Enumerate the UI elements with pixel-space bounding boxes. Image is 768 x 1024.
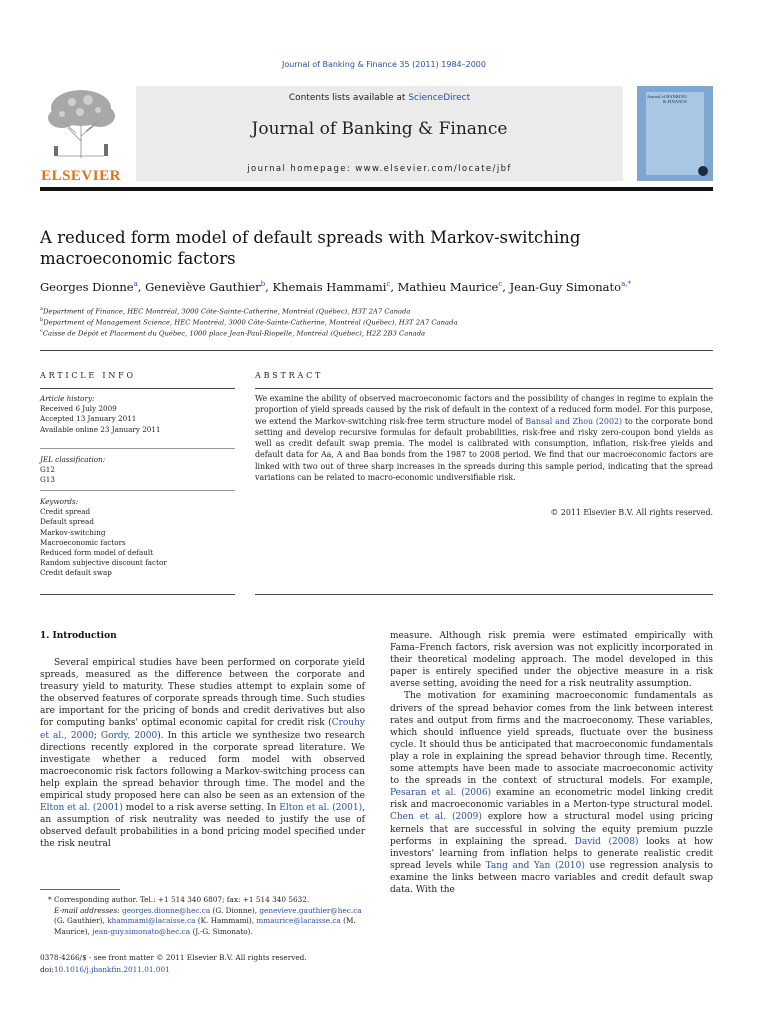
journal-citation[interactable]: Journal of Banking & Finance 35 (2011) 1984–2000 [282, 60, 486, 69]
paragraph-text: examine an econometric model linking credit risk and macroeconomic variables in a Merton-type structural model. [390, 788, 714, 811]
email-link[interactable]: jean-guy.simonato@hec.ca [92, 926, 191, 936]
history-label: Article history: [40, 394, 95, 403]
author-affil-mark[interactable]: c [386, 280, 391, 289]
paragraph [40, 657, 365, 851]
keywords-label: Keywords: [40, 497, 79, 506]
journal-homepage[interactable]: journal homepage: www.elsevier.com/locate/jbf [247, 164, 512, 174]
email-link[interactable]: genevieve.gauthier@hec.ca [259, 905, 362, 915]
info-divider [40, 490, 235, 491]
citation-link[interactable]: Gordy, 2000 [100, 730, 158, 741]
paragraph-text: looks at how investors' learning from inflation helps to generate realistic credit spread levels while [390, 836, 714, 871]
author-affil-mark[interactable]: c [498, 280, 503, 289]
jel-classification [40, 455, 235, 486]
journal-title: Journal of Banking & Finance [251, 119, 508, 139]
author-affil-mark[interactable]: b [260, 280, 266, 289]
paragraph [390, 690, 713, 896]
info-bottom-rule [40, 594, 235, 595]
keyword: Credit default swap [40, 568, 112, 578]
citation-link[interactable]: Bansal and Zhou (2002) [525, 416, 623, 426]
email-owner: (K. Hammami), [195, 916, 257, 925]
citation-link[interactable]: Pesaran et al. (2006) [390, 788, 492, 799]
author-separator: , [502, 280, 510, 294]
author-affil-mark[interactable]: a,* [621, 280, 631, 289]
email-owner: (J.-G. Simonato). [190, 926, 253, 936]
author-separator: , [390, 280, 398, 294]
contents-prefix: Contents lists available at [288, 93, 409, 103]
body-left-column [40, 657, 365, 851]
affiliation-mark: c [40, 328, 43, 334]
email-link[interactable]: khammami@lacaisse.ca [107, 916, 196, 925]
author-name: Khemais Hammami [272, 280, 387, 294]
journal-banner [136, 86, 623, 181]
paragraph-text: ). In this article we synthesize two research directions recently explored in the corporate spread literature. We investigate whether a reduced form model with observed macroeconomic risk factors following a Markov-switching process can help explain the spread behavior through time. The model and the empirical study proposed here can also be seen as an extension of the [40, 730, 365, 802]
keyword: Credit spread [40, 507, 91, 517]
affiliation [40, 317, 720, 326]
affiliation [40, 328, 720, 337]
article-info [40, 394, 235, 435]
email-owner: (M. Maurice), [54, 916, 356, 936]
elsevier-logo [40, 86, 122, 182]
abstract-text [255, 393, 713, 483]
affiliation-mark: b [40, 317, 44, 323]
affiliation [40, 306, 720, 315]
author-name: Georges Dionne [40, 280, 134, 294]
publisher-name: ELSEVIER [41, 168, 121, 184]
keyword: Markov-switching [40, 527, 106, 537]
header-rule [40, 187, 713, 191]
email-link[interactable]: mmaurice@lacaisse.ca [256, 916, 341, 925]
author-name: Geneviève Gauthier [145, 280, 261, 294]
info-divider [40, 448, 235, 449]
article-info-heading: ARTICLE INFO [40, 371, 136, 380]
abstract-copyright: © 2011 Elsevier B.V. All rights reserved. [550, 508, 713, 517]
author-name: Jean-Guy Simonato [509, 280, 622, 294]
affiliation-text: Department of Management Science, HEC Montréal, 3000 Côte-Sainte-Catherine, Montréal (Québec), H3T 2A7 Canada [43, 318, 458, 327]
cover-emblem-icon [698, 166, 708, 176]
keyword: Default spread [40, 517, 94, 527]
jel-code: G12 [40, 465, 55, 475]
citation-link[interactable]: Elton et al. (2001) [40, 803, 123, 814]
author-list [40, 280, 720, 294]
abstract-bottom-rule [255, 594, 713, 595]
keyword: Reduced form model of default [40, 548, 154, 558]
cover-title: Journal of BANKING & FINANCE [647, 94, 687, 104]
title-line: A reduced form model of default spreads with Markov-switching [40, 228, 581, 247]
citation-link[interactable]: Elton et al. (2001) [279, 803, 363, 814]
email-link[interactable]: georges.dionne@hec.ca [122, 905, 211, 915]
author-name: Mathieu Maurice [397, 280, 499, 294]
article-title [40, 227, 680, 269]
author-separator: , [137, 280, 146, 294]
doi-link[interactable]: 10.1016/j.jbankfin.2011.01.001 [53, 964, 170, 974]
doi-line [40, 964, 365, 976]
affiliation-mark: a [40, 306, 43, 312]
author-affil-mark[interactable]: a [133, 280, 138, 289]
jel-code: G13 [40, 475, 55, 485]
sciencedirect-link[interactable]: ScienceDirect [408, 93, 471, 103]
keywords [40, 497, 235, 579]
elsevier-tree-icon [40, 86, 122, 162]
body-right-column [390, 630, 713, 896]
abstract-part: to the corporate bond setting and develop recursive formulas for default probabilities, risk-free and risky zero-coupon bond yields as well as credit default swap premia. The model is calibrated with consumption, inflation, risk-free yields and default data for Aa, A and Baa bonds from the 1987 to 2008 period. We find that our macroeconomic factors are linked with two out of three sharp increases in the spreads during this sample period, indicating that the spread variations can be related to macro-economic undiversifiable risk. [255, 416, 714, 483]
abstract-heading: ABSTRACT [255, 371, 324, 380]
journal-cover-thumbnail [637, 86, 713, 181]
corresponding-author: * Corresponding author. Tel.: +1 514 340 6807; fax: +1 514 340 5632. [48, 895, 310, 904]
affiliation-text: Department of Finance, HEC Montréal, 3000 Côte-Sainte-Catherine, Montréal (Québec), H3T 2A7 Canada [42, 307, 411, 316]
title-line: macroeconomic factors [40, 249, 236, 268]
contents-line [136, 93, 623, 103]
abstract-rule [255, 388, 713, 389]
cover-panel [646, 92, 704, 175]
paragraph-text: ; [93, 730, 101, 741]
publication-meta [40, 952, 365, 975]
author-separator: , [265, 280, 273, 294]
doi-prefix: doi: [40, 964, 54, 974]
email-owner: (G. Dionne), [210, 905, 260, 915]
history-item: Received 6 July 2009 [40, 404, 117, 414]
affiliation-rule [40, 350, 713, 351]
paragraph-text: Several empirical studies have been performed on corporate yield spreads, measured as the difference between the corporate and treasury yield to maturity. These studies attempt to explain some of the observed features of corporate spreads through time. Such studies are important for the pricing of bonds and credit derivatives but also for computing banks' optimal economic capital for credit risk ( [40, 658, 365, 729]
citation-link[interactable]: Tang and Yan (2010) [485, 860, 585, 871]
keyword: Random subjective discount factor [40, 558, 167, 568]
paragraph-text: The motivation for examining macroeconomic fundamentals as drivers of the spread behavior comes from the link between interest rates and output from firms and the macroeconomy. These variables, which should influence yield spreads, fluctuate over the business cycle. It should thus be anticipated that macroeconomic fundamentals play a role in explaining the spread behavior through time. Recently, some attempts have been made to associate macroeconomic activity to the spreads in the context of structural models. For example, [390, 691, 713, 787]
history-item: Available online 23 January 2011 [40, 424, 161, 434]
email-label: E-mail addresses: [54, 905, 120, 915]
email-owner: (G. Gauthier), [54, 916, 108, 925]
paragraph-text: model to a risk averse setting. In [122, 803, 280, 814]
citation-link[interactable]: Crouhy et al., 2000 [40, 718, 365, 741]
info-rule [40, 388, 235, 389]
footnote-rule [40, 889, 120, 890]
paragraph-text: use regression analysis to examine the links between macro variables and credit default swap data. With the [390, 860, 713, 895]
citation-link[interactable]: David (2008) [574, 836, 639, 847]
keyword: Macroeconomic factors [40, 537, 126, 547]
section-heading-introduction: 1. Introduction [40, 631, 117, 641]
abstract-part: We examine the ability of observed macroeconomic factors and the possibility of changes in regime to explain the proportion of yield spreads caused by the risk of default in the context of a reduced form model. For this purpose, we extend the Markov-switching risk-free term structure model of [255, 394, 713, 426]
affiliation-text: Caisse de Dépôt et Placement du Québec, 1000 place Jean-Paul-Riopelle, Montréal (Québec), H2Z 2B3 Canada [42, 329, 426, 338]
footnote [40, 895, 365, 937]
issn-line: 0378-4266/$ - see front matter © 2011 Elsevier B.V. All rights reserved. [40, 953, 307, 962]
paragraph-text: , an assumption of risk neutrality was needed to justify the use of observed default probabilities in a bond pricing model specified under the risk neutral [40, 803, 366, 850]
paragraph-text: explore how a structural model using pricing kernels that are successful in solving the equity premium puzzle performs in explaining the spread. [390, 812, 713, 847]
paragraph: measure. Although risk premia were estimated empirically with Fama–French factors, risk aversion was not explicitly incorporated in their theoretical modeling approach. The model developed in this paper is entirely specified under the objective measure in a risk averse setting, avoiding the need for a risk neutrality assumption. [390, 631, 713, 690]
citation-link[interactable]: Chen et al. (2009) [390, 812, 482, 823]
history-item: Accepted 13 January 2011 [40, 414, 137, 424]
jel-label: JEL classification: [40, 455, 106, 464]
email-list [40, 906, 365, 938]
